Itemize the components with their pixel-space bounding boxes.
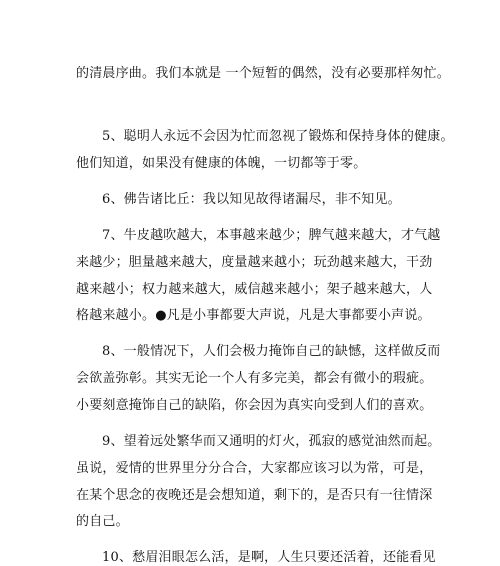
paragraph-line: 他们知道，如果没有健康的体魄，一切都等于零。	[76, 156, 367, 171]
paragraph-line: 虽说，爱情的世界里分分合合，大家都应该习以为常，可是，	[76, 461, 433, 476]
paragraph-line: 5、聪明人永远不会因为忙而忽视了锻炼和保持身体的健康。	[102, 129, 454, 144]
paragraph-line: 8、一般情况下，人们会极力掩饰自己的缺憾，这样做反而	[102, 344, 441, 359]
paragraph-line: 的清晨序曲。我们本就是 一个短暂的偶然，没有必要那样匆忙。	[76, 66, 450, 81]
paragraph-line: 10、愁眉泪眼怎么活，是啊，人生只要还活着，还能看见	[102, 550, 436, 565]
paragraph-line: 6、佛告诸比丘：我以知见故得诸漏尽，非不知见。	[102, 192, 401, 207]
paragraph-line: 9、望着远处繁华而又通明的灯火，孤寂的感觉油然而起。	[102, 434, 441, 449]
paragraph-line: 小要刻意掩饰自己的缺陷，你会因为真实向受到人们的喜欢。	[76, 398, 433, 413]
paragraph-line: 在某个思念的夜晚还是会想知道，剩下的，是否只有一往情深	[76, 488, 433, 503]
paragraph-line: 格越来越小。●凡是小事都要大声说，凡是大事都要小声说。	[76, 308, 431, 323]
paragraph-line: 来越少；胆量越来越大，度量越来越小；玩劲越来越大，干劲	[76, 255, 433, 270]
paragraph-line: 的自己。	[76, 514, 129, 529]
paragraph-line: 7、牛皮越吹越大，本事越来越少；脾气越来越大，才气越	[102, 228, 441, 243]
paragraph-line: 越来越小；权力越来越大，威信越来越小；架子越来越大，人	[76, 282, 433, 297]
paragraph-line: 会欲盖弥彰。其实无论一个人有多完美，都会有微小的瑕疵。	[76, 371, 433, 386]
